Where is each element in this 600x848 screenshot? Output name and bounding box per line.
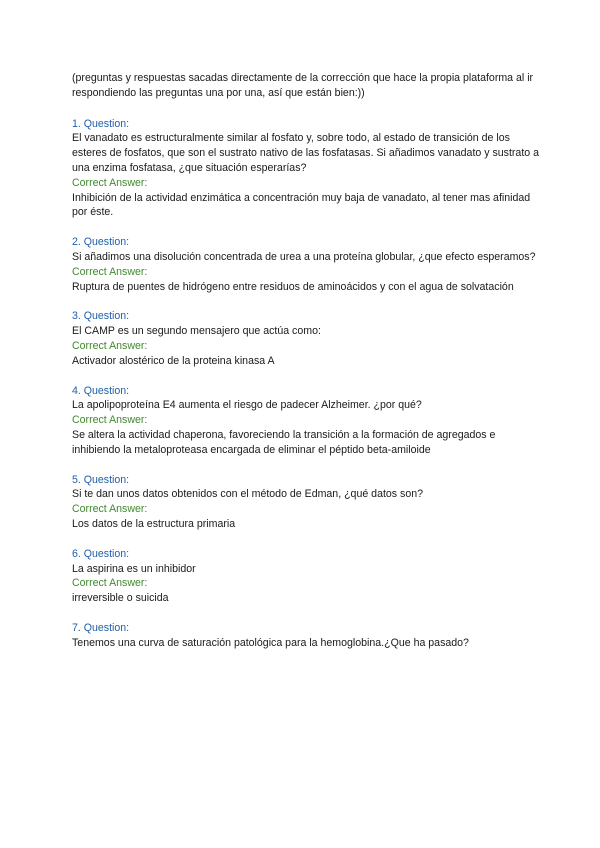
question-text: Si añadimos una disolución concentrada de urea a una proteína globular, ¿que efecto esperamos? — [72, 250, 536, 263]
question-label: 5. Question: — [72, 473, 130, 486]
question-text: Tenemos una curva de saturación patológica para la hemoglobina.¿Que ha pasado? — [72, 636, 469, 649]
question-text: Si te dan unos datos obtenidos con el método de Edman, ¿qué datos son? — [72, 488, 424, 501]
answer-text: Activador alostérico de la proteina kinasa A — [72, 354, 275, 367]
answer-label: Correct Answer: — [72, 414, 148, 427]
question-label: 3. Question: — [72, 310, 130, 323]
question-label: 1. Question: — [72, 117, 130, 130]
question-text: La apolipoproteína E4 aumenta el riesgo de padecer Alzheimer. ¿por qué? — [72, 399, 422, 412]
question-label: 4. Question: — [72, 384, 130, 397]
question-text: El CAMP es un segundo mensajero que actúa como: — [72, 325, 321, 338]
qa-item-3 — [72, 309, 540, 368]
qa-item-4 — [72, 384, 540, 458]
answer-text: irreversible o suicida — [72, 592, 169, 605]
answer-label: Correct Answer: — [72, 577, 148, 590]
question-label: 2. Question: — [72, 236, 130, 249]
qa-item-7 — [72, 621, 540, 651]
question-text: El vanadato es estructuralmente similar al fosfato y, sobre todo, al estado de transición de los esteres de fosfatos, que son el sustrato nativo de las fosfatasas. Si añadimos vanadato y sustrato a una enzima fosfatasa, ¿que situación esperarías? — [72, 132, 539, 174]
qa-item-5 — [72, 473, 540, 532]
question-label: 7. Question: — [72, 621, 130, 634]
answer-label: Correct Answer: — [72, 503, 148, 516]
answer-text: Se altera la actividad chaperona, favoreciendo la transición a la formación de agregados e inhibiendo la metaloproteasa encargada de eliminar el péptido beta-amiloide — [72, 428, 496, 456]
answer-label: Correct Answer: — [72, 176, 148, 189]
answer-label: Correct Answer: — [72, 339, 148, 352]
question-text: La aspirina es un inhibidor — [72, 562, 196, 575]
qa-item-1 — [72, 117, 540, 221]
answer-label: Correct Answer: — [72, 265, 148, 278]
intro-paragraph: (preguntas y respuestas sacadas directamente de la corrección que hace la propia plataforma al ir respondiendo las preguntas una por una, así que están bien:)) — [72, 72, 534, 99]
qa-item-2 — [72, 235, 540, 294]
answer-text: Los datos de la estructura primaria — [72, 517, 236, 530]
qa-item-6 — [72, 547, 540, 606]
question-label: 6. Question: — [72, 547, 130, 560]
answer-text: Ruptura de puentes de hidrógeno entre residuos de aminoácidos y con el agua de solvatación — [72, 280, 514, 293]
answer-text: Inhibición de la actividad enzimática a concentración muy baja de vanadato, al tener mas afinidad por éste. — [72, 191, 531, 219]
